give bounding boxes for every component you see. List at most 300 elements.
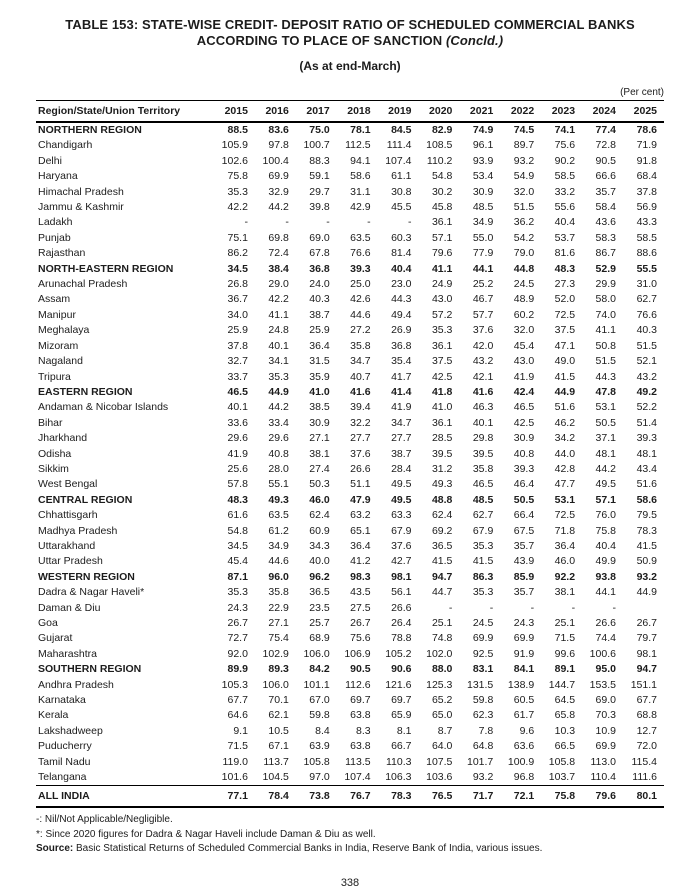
- value-cell: 53.1: [554, 493, 576, 506]
- table-row: [36, 724, 664, 739]
- value-cell: 78.6: [636, 124, 657, 136]
- table-row: [36, 200, 664, 215]
- value-cell: 69.7: [391, 694, 412, 707]
- value-cell: 35.3: [227, 185, 248, 198]
- value-cell: 38.7: [391, 447, 412, 460]
- value-cell: 45.8: [431, 201, 453, 214]
- value-cell: 8.3: [356, 724, 371, 737]
- value-cell: 46.5: [227, 385, 248, 398]
- source-text: Basic Statistical Returns of Scheduled Commercial Banks in India, Reserve Bank of India, various issues.: [73, 843, 543, 855]
- value-cell: 62.4: [309, 509, 330, 522]
- value-cell: 43.5: [350, 586, 371, 599]
- value-cell: 65.2: [431, 694, 453, 707]
- value-cell: 40.3: [309, 293, 330, 306]
- table-body: [36, 122, 664, 786]
- value-cell: 32.9: [268, 185, 289, 198]
- value-cell: 74.1: [554, 124, 576, 136]
- value-cell: 69.9: [513, 632, 535, 645]
- value-cell: 95.0: [595, 663, 616, 676]
- value-cell: 29.6: [227, 432, 248, 445]
- value-cell: 34.5: [227, 262, 248, 275]
- value-cell: 51.5: [636, 339, 657, 352]
- value-cell: 113.7: [263, 755, 289, 768]
- value-cell: 40.4: [595, 539, 616, 552]
- value-cell: 7.8: [478, 724, 494, 737]
- value-cell: 8.1: [396, 724, 412, 737]
- value-cell: 24.8: [268, 324, 289, 337]
- value-cell: 65.0: [431, 709, 453, 722]
- value-cell: 75.6: [554, 139, 576, 152]
- value-cell: 49.5: [595, 478, 616, 491]
- value-cell: 49.9: [595, 555, 616, 568]
- value-cell: 44.1: [595, 586, 616, 599]
- row-label: Ladakh: [38, 216, 73, 229]
- value-cell: 44.2: [268, 201, 289, 214]
- value-cell: 46.2: [554, 416, 576, 429]
- table-row: [36, 339, 664, 354]
- value-cell: 32.2: [350, 416, 371, 429]
- value-cell: 29.9: [595, 278, 616, 291]
- table-row: [36, 169, 664, 184]
- value-cell: 51.6: [636, 478, 657, 491]
- value-cell: 42.5: [431, 370, 453, 383]
- value-cell: 100.6: [589, 647, 616, 660]
- value-cell: 38.7: [309, 308, 330, 321]
- value-cell: 105.8: [548, 755, 576, 768]
- value-cell: 75.0: [309, 124, 330, 136]
- value-cell: 43.2: [472, 355, 494, 368]
- value-cell: 8.4: [315, 724, 330, 737]
- value-cell: 66.4: [513, 509, 535, 522]
- value-cell: 59.8: [309, 709, 330, 722]
- value-cell: 29.7: [309, 185, 330, 198]
- value-cell: 42.7: [391, 555, 412, 568]
- row-label: Bihar: [38, 416, 63, 429]
- value-cell: 30.9: [472, 185, 494, 198]
- table-row: [36, 231, 664, 246]
- value-cell: 88.0: [431, 663, 453, 676]
- value-cell: 102.6: [221, 154, 248, 167]
- value-cell: 76.5: [419, 786, 460, 808]
- value-cell: 41.1: [431, 262, 453, 275]
- value-cell: 23.0: [391, 278, 412, 291]
- row-label: Odisha: [38, 447, 72, 460]
- value-cell: 44.6: [350, 308, 371, 321]
- value-cell: 119.0: [222, 755, 248, 768]
- value-cell: 69.0: [595, 694, 616, 707]
- value-cell: 48.8: [431, 493, 453, 506]
- value-cell: 115.4: [631, 755, 657, 768]
- value-cell: 72.5: [554, 308, 576, 321]
- value-cell: 101.1: [303, 678, 330, 691]
- value-cell: 73.8: [296, 786, 337, 808]
- value-cell: 110.3: [386, 755, 412, 768]
- value-cell: 93.9: [472, 154, 494, 167]
- value-cell: 34.7: [391, 416, 412, 429]
- value-cell: 34.0: [227, 308, 248, 321]
- value-cell: 96.1: [472, 139, 494, 152]
- value-cell: 9.1: [233, 724, 248, 737]
- value-cell: 31.0: [636, 278, 657, 291]
- value-cell: 58.6: [636, 493, 657, 506]
- value-cell: 107.4: [344, 771, 371, 784]
- table-row: [36, 770, 664, 786]
- value-cell: 62.3: [472, 709, 494, 722]
- value-cell: 68.8: [636, 709, 657, 722]
- value-cell: 10.9: [595, 724, 616, 737]
- value-cell: 40.7: [350, 370, 371, 383]
- row-label: ALL INDIA: [36, 786, 214, 808]
- value-cell: 37.1: [595, 432, 616, 445]
- value-cell: 31.5: [309, 355, 330, 368]
- value-cell: 26.7: [227, 617, 248, 629]
- table-row: [36, 601, 664, 616]
- value-cell: 26.6: [391, 601, 412, 614]
- value-cell: 35.3: [472, 586, 494, 599]
- value-cell: 33.7: [227, 370, 248, 383]
- value-cell: 46.5: [513, 401, 535, 414]
- value-cell: 46.0: [309, 493, 330, 506]
- row-label: Lakshadweep: [38, 724, 103, 737]
- value-cell: 49.5: [391, 478, 412, 491]
- value-cell: -: [571, 601, 576, 614]
- value-cell: 110.4: [590, 771, 616, 784]
- row-label: Arunachal Pradesh: [38, 278, 128, 291]
- table-row: [36, 631, 664, 646]
- value-cell: 75.1: [227, 231, 248, 244]
- row-label: Mizoram: [38, 339, 79, 352]
- value-cell: 65.8: [554, 709, 576, 722]
- value-cell: 43.4: [636, 462, 657, 475]
- value-cell: 51.4: [636, 416, 657, 429]
- row-label: Manipur: [38, 308, 76, 321]
- value-cell: 40.8: [268, 447, 289, 460]
- table-row: [36, 539, 664, 554]
- value-cell: 61.6: [227, 509, 248, 522]
- value-cell: 69.0: [309, 231, 330, 244]
- value-cell: 71.5: [227, 740, 248, 753]
- value-cell: 47.7: [554, 478, 576, 491]
- value-cell: 76.6: [636, 308, 657, 321]
- row-label: Puducherry: [38, 740, 92, 753]
- value-cell: 52.0: [554, 293, 576, 306]
- value-cell: 108.5: [426, 139, 453, 152]
- value-cell: 47.8: [595, 385, 616, 398]
- value-cell: 58.3: [595, 231, 616, 244]
- row-label: Delhi: [38, 154, 62, 167]
- value-cell: 35.8: [268, 586, 289, 599]
- value-cell: 63.3: [391, 509, 412, 522]
- value-cell: 25.9: [227, 324, 248, 337]
- value-cell: 151.1: [630, 678, 657, 691]
- value-cell: 72.5: [554, 509, 576, 522]
- value-cell: 71.5: [554, 632, 576, 645]
- value-cell: 43.2: [636, 370, 657, 383]
- value-cell: 27.7: [350, 432, 371, 445]
- value-cell: 58.4: [595, 201, 616, 214]
- value-cell: 100.9: [507, 755, 535, 768]
- value-cell: 83.1: [472, 663, 494, 676]
- value-cell: 24.3: [227, 601, 248, 614]
- table-row: [36, 154, 664, 169]
- value-cell: -: [612, 601, 616, 614]
- value-cell: 41.1: [595, 324, 616, 337]
- value-cell: 52.9: [595, 262, 616, 275]
- value-cell: 67.9: [472, 524, 494, 537]
- value-cell: 54.9: [513, 170, 535, 183]
- value-cell: 57.1: [595, 493, 616, 506]
- value-cell: 90.5: [350, 663, 371, 676]
- value-cell: 41.0: [309, 385, 330, 398]
- value-cell: 105.9: [221, 139, 248, 152]
- value-cell: 84.5: [391, 124, 412, 136]
- value-cell: 35.3: [227, 586, 248, 599]
- value-cell: 24.3: [513, 617, 535, 629]
- value-cell: 67.1: [268, 740, 289, 753]
- value-cell: 28.0: [268, 462, 289, 475]
- value-cell: 79.6: [582, 786, 623, 808]
- value-cell: 67.0: [309, 694, 330, 707]
- value-cell: 61.7: [513, 709, 535, 722]
- value-cell: 44.2: [268, 401, 289, 414]
- row-label: CENTRAL REGION: [38, 493, 133, 506]
- value-cell: 37.5: [554, 324, 576, 337]
- row-label: NORTHERN REGION: [38, 124, 142, 136]
- value-cell: 69.9: [268, 170, 289, 183]
- all-india-row: [36, 786, 664, 808]
- value-cell: 42.4: [513, 385, 535, 398]
- value-cell: 138.9: [507, 678, 535, 691]
- value-cell: 66.7: [391, 740, 412, 753]
- value-cell: 76.7: [337, 786, 378, 808]
- value-cell: 27.4: [309, 462, 330, 475]
- column-header-year: 2023: [541, 101, 582, 123]
- value-cell: 41.9: [391, 401, 412, 414]
- value-cell: 62.7: [472, 509, 494, 522]
- value-cell: 40.1: [472, 416, 494, 429]
- value-cell: 46.5: [472, 478, 494, 491]
- value-cell: 67.9: [391, 524, 412, 537]
- row-label: Maharashtra: [38, 647, 97, 660]
- value-cell: 75.8: [541, 786, 582, 808]
- value-cell: 43.0: [513, 355, 535, 368]
- value-cell: 68.9: [309, 632, 330, 645]
- value-cell: 153.5: [589, 678, 616, 691]
- value-cell: 41.7: [391, 370, 412, 383]
- value-cell: 64.8: [472, 740, 494, 753]
- value-cell: 58.5: [554, 170, 576, 183]
- value-cell: 8.7: [437, 724, 453, 737]
- value-cell: 79.6: [431, 247, 453, 260]
- value-cell: 34.5: [227, 539, 248, 552]
- value-cell: 88.6: [636, 247, 657, 260]
- value-cell: 37.5: [431, 355, 453, 368]
- row-label: NORTH-EASTERN REGION: [38, 262, 174, 275]
- value-cell: 94.7: [636, 663, 657, 676]
- value-cell: 48.5: [472, 493, 494, 506]
- value-cell: 55.0: [472, 231, 494, 244]
- value-cell: 105.3: [221, 678, 248, 691]
- value-cell: 12.7: [636, 724, 657, 737]
- value-cell: 71.9: [636, 139, 657, 152]
- page-number: 338: [340, 876, 360, 888]
- value-cell: 62.1: [268, 709, 289, 722]
- value-cell: 40.0: [309, 555, 330, 568]
- value-cell: 44.0: [554, 447, 576, 460]
- value-cell: 87.1: [227, 570, 248, 583]
- column-header-year: 2025: [623, 101, 664, 123]
- value-cell: 61.2: [268, 524, 289, 537]
- value-cell: 105.2: [385, 647, 412, 660]
- value-cell: 35.3: [268, 370, 289, 383]
- value-cell: 60.3: [391, 231, 412, 244]
- title-line-1: TABLE 153: STATE-WISE CREDIT- DEPOSIT RATIO OF SCHEDULED COMMERCIAL BANKS: [65, 17, 635, 32]
- value-cell: 53.1: [595, 401, 616, 414]
- value-cell: 83.6: [268, 124, 289, 136]
- value-cell: 25.1: [431, 617, 453, 629]
- value-cell: 32.7: [227, 355, 248, 368]
- value-cell: 62.7: [636, 293, 657, 306]
- value-cell: 75.6: [350, 632, 371, 645]
- value-cell: 30.9: [513, 432, 535, 445]
- value-cell: 60.2: [513, 308, 535, 321]
- value-cell: 90.5: [595, 154, 616, 167]
- value-cell: 42.9: [350, 201, 371, 214]
- value-cell: 40.1: [268, 339, 289, 352]
- value-cell: 26.7: [636, 617, 657, 629]
- value-cell: 72.1: [500, 786, 541, 808]
- value-cell: 78.4: [255, 786, 296, 808]
- value-cell: 42.6: [350, 293, 371, 306]
- value-cell: 89.3: [268, 663, 289, 676]
- value-cell: 112.5: [345, 139, 371, 152]
- value-cell: 46.4: [513, 478, 535, 491]
- value-cell: 42.1: [472, 370, 494, 383]
- value-cell: 41.5: [554, 370, 576, 383]
- value-cell: 35.4: [391, 355, 412, 368]
- value-cell: 41.9: [227, 447, 248, 460]
- value-cell: 35.7: [513, 539, 535, 552]
- value-cell: 72.4: [268, 247, 289, 260]
- value-cell: 67.8: [309, 247, 330, 260]
- value-cell: 63.5: [350, 231, 371, 244]
- value-cell: 93.2: [636, 570, 657, 583]
- cd-ratio-table: [36, 100, 664, 808]
- value-cell: 42.2: [268, 293, 289, 306]
- row-label: Telangana: [38, 771, 87, 784]
- value-cell: 63.8: [350, 709, 371, 722]
- value-cell: 41.5: [431, 555, 453, 568]
- value-cell: 38.1: [554, 586, 576, 599]
- value-cell: 53.7: [554, 231, 576, 244]
- row-label: Kerala: [38, 709, 69, 722]
- column-header-year: 2022: [500, 101, 541, 123]
- value-cell: 79.7: [636, 632, 657, 645]
- table-row: [36, 755, 664, 770]
- value-cell: 40.3: [636, 324, 657, 337]
- value-cell: 63.9: [309, 740, 330, 753]
- value-cell: 37.6: [472, 324, 494, 337]
- value-cell: 92.2: [554, 570, 576, 583]
- value-cell: 40.8: [513, 447, 535, 460]
- table-row: [36, 385, 664, 400]
- table-row: [36, 585, 664, 600]
- value-cell: 36.1: [431, 216, 453, 229]
- value-cell: 34.3: [309, 539, 330, 552]
- table-row: [36, 493, 664, 508]
- row-label: Nagaland: [38, 355, 83, 368]
- value-cell: 90.2: [554, 154, 576, 167]
- value-cell: 106.0: [303, 647, 330, 660]
- value-cell: 29.6: [268, 432, 289, 445]
- value-cell: [623, 601, 664, 616]
- value-cell: 41.2: [350, 555, 371, 568]
- column-header-year: 2020: [419, 101, 460, 123]
- value-cell: 44.1: [472, 262, 494, 275]
- value-cell: 86.7: [595, 247, 616, 260]
- table-subtitle: (As at end-March): [299, 59, 401, 73]
- value-cell: 25.6: [227, 462, 248, 475]
- value-cell: 100.4: [262, 154, 289, 167]
- value-cell: -: [326, 216, 330, 229]
- value-cell: 24.5: [513, 278, 535, 291]
- value-cell: 27.7: [391, 432, 412, 445]
- value-cell: 33.2: [554, 185, 576, 198]
- value-cell: 25.7: [309, 617, 330, 629]
- value-cell: 37.8: [636, 185, 657, 198]
- row-label: Uttarakhand: [38, 539, 96, 552]
- value-cell: 27.5: [350, 601, 371, 614]
- value-cell: 27.3: [554, 278, 576, 291]
- value-cell: 106.0: [262, 678, 289, 691]
- table-row: [36, 308, 664, 323]
- table-row: [36, 693, 664, 708]
- value-cell: 44.9: [554, 385, 576, 398]
- value-cell: 25.0: [350, 278, 371, 291]
- value-cell: 39.4: [350, 401, 371, 414]
- value-cell: 49.2: [636, 385, 657, 398]
- value-cell: 9.6: [519, 724, 535, 737]
- value-cell: 44.8: [513, 262, 535, 275]
- value-cell: 37.8: [227, 339, 248, 352]
- table-row: [36, 262, 664, 277]
- value-cell: 29.0: [268, 278, 289, 291]
- value-cell: 64.6: [227, 709, 248, 722]
- unit-note: (Per cent): [620, 87, 664, 98]
- value-cell: 40.4: [554, 216, 576, 229]
- value-cell: 41.5: [472, 555, 494, 568]
- value-cell: 45.4: [513, 339, 535, 352]
- value-cell: 26.6: [595, 617, 616, 629]
- value-cell: 39.8: [309, 201, 330, 214]
- value-cell: 74.5: [513, 124, 535, 136]
- value-cell: 49.4: [391, 308, 412, 321]
- value-cell: 91.9: [513, 647, 535, 660]
- row-label: EASTERN REGION: [38, 385, 133, 398]
- value-cell: 25.1: [554, 617, 576, 629]
- value-cell: 33.4: [268, 416, 289, 429]
- value-cell: 36.1: [431, 339, 453, 352]
- table-row: [36, 508, 664, 523]
- value-cell: 52.2: [636, 401, 657, 414]
- value-cell: 106.9: [344, 647, 371, 660]
- value-cell: 29.8: [472, 432, 494, 445]
- value-cell: 77.4: [595, 124, 616, 136]
- value-cell: 113.0: [590, 755, 616, 768]
- value-cell: 42.8: [554, 462, 576, 475]
- value-cell: 77.1: [214, 786, 255, 808]
- value-cell: 22.9: [268, 601, 289, 614]
